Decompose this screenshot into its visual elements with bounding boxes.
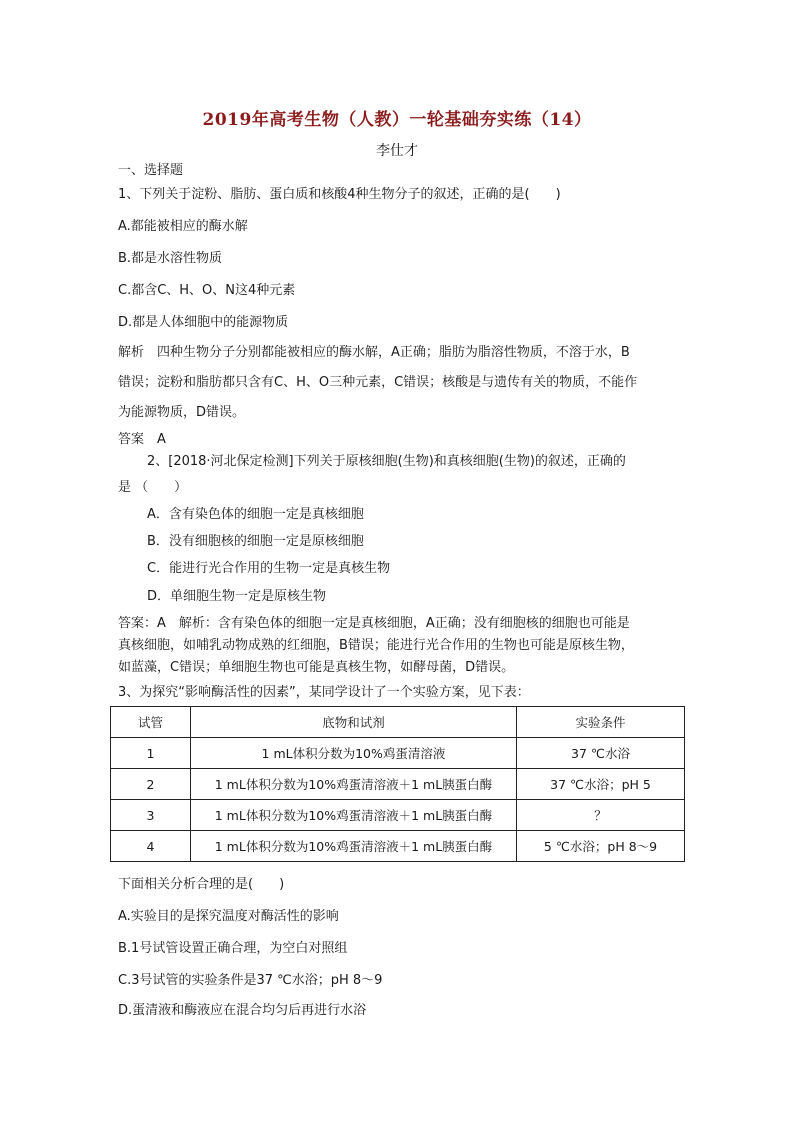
table-cell: 5 ℃水浴；pH 8～9 — [517, 831, 685, 862]
table-cell: 1 mL体积分数为10%鸡蛋清溶液 — [190, 738, 516, 769]
q2-option-c: C．能进行光合作用的生物一定是真核生物 — [147, 561, 391, 576]
table-row — [111, 800, 685, 831]
q1-analysis-line: 错误；淀粉和脂肪都只含有C、H、O三种元素，C错误；核酸是与遗传有关的物质，不能作 — [118, 375, 638, 390]
q2-answer-line: 答案：A 解析：含有染色体的细胞一定是真核细胞，A正确；没有细胞核的细胞也可能是 — [118, 616, 630, 631]
author-name: 李仕才 — [376, 143, 418, 159]
q2-option-d: D．单细胞生物一定是原核生物 — [147, 589, 327, 604]
q3-option-c: C.3号试管的实验条件是37 ℃水浴；pH 8～9 — [118, 973, 383, 988]
experiment-table — [110, 706, 685, 862]
table-cell: 1 mL体积分数为10%鸡蛋清溶液＋1 mL胰蛋白酶 — [190, 769, 516, 800]
table-row — [111, 831, 685, 862]
table-cell: 1 mL体积分数为10%鸡蛋清溶液＋1 mL胰蛋白酶 — [190, 800, 516, 831]
q1-stem: 1、下列关于淀粉、脂肪、蛋白质和核酸4种生物分子的叙述，正确的是( ) — [118, 187, 561, 202]
table-cell: 37 ℃水浴 — [517, 738, 685, 769]
q2-option-a: A．含有染色体的细胞一定是真核细胞 — [147, 507, 364, 522]
table-cell: 1 — [111, 738, 191, 769]
table-cell: 2 — [111, 769, 191, 800]
q2-answer-line: 真核细胞，如哺乳动物成熟的红细胞，B错误；能进行光合作用的生物也可能是原核生物， — [118, 638, 634, 653]
table-header-cell: 试管 — [111, 707, 191, 738]
section-heading: 一、选择题 — [118, 163, 184, 178]
q1-analysis-line: 为能源物质，D错误。 — [118, 405, 246, 420]
table-cell: ？ — [517, 800, 685, 831]
q3-question: 下面相关分析合理的是( ) — [118, 877, 285, 892]
table-row — [111, 738, 685, 769]
q3-option-b: B.1号试管设置正确合理，为空白对照组 — [118, 941, 348, 956]
table-cell: 3 — [111, 800, 191, 831]
q1-option-a: A.都能被相应的酶水解 — [118, 219, 248, 234]
q2-stem-line: 是 （ ） — [118, 480, 188, 495]
q1-analysis-line: 解析 四种生物分子分别都能被相应的酶水解，A正确；脂肪为脂溶性物质，不溶于水，B — [118, 345, 630, 360]
q2-answer-line: 如蓝藻，C错误；单细胞生物也可能是真核生物，如酵母菌，D错误。 — [118, 660, 515, 675]
table-row — [111, 769, 685, 800]
q1-option-c: C.都含C、H、O、N这4种元素 — [118, 283, 296, 298]
table-cell: 4 — [111, 831, 191, 862]
q1-option-d: D.都是人体细胞中的能源物质 — [118, 315, 289, 330]
q3-option-d: D.蛋清液和酶液应在混合均匀后再进行水浴 — [118, 1003, 367, 1018]
table-header-cell: 底物和试剂 — [190, 707, 516, 738]
table-cell: 37 ℃水浴；pH 5 — [517, 769, 685, 800]
q3-option-a: A.实验目的是探究温度对酶活性的影响 — [118, 909, 339, 924]
page-title: 2019年高考生物（人教）一轮基础夯实练（14） — [202, 110, 592, 130]
table-header-cell: 实验条件 — [517, 707, 685, 738]
table-cell: 1 mL体积分数为10%鸡蛋清溶液＋1 mL胰蛋白酶 — [190, 831, 516, 862]
q1-answer: 答案 A — [118, 432, 166, 447]
q1-option-b: B.都是水溶性物质 — [118, 251, 223, 266]
table-header-row — [111, 707, 685, 738]
q3-stem: 3、为探究“影响酶活性的因素”，某同学设计了一个实验方案，见下表： — [118, 685, 530, 700]
q2-option-b: B．没有细胞核的细胞一定是原核细胞 — [147, 534, 364, 549]
q2-stem-line: 2、[2018·河北保定检测]下列关于原核细胞(生物)和真核细胞(生物)的叙述，正确的 — [147, 454, 626, 469]
